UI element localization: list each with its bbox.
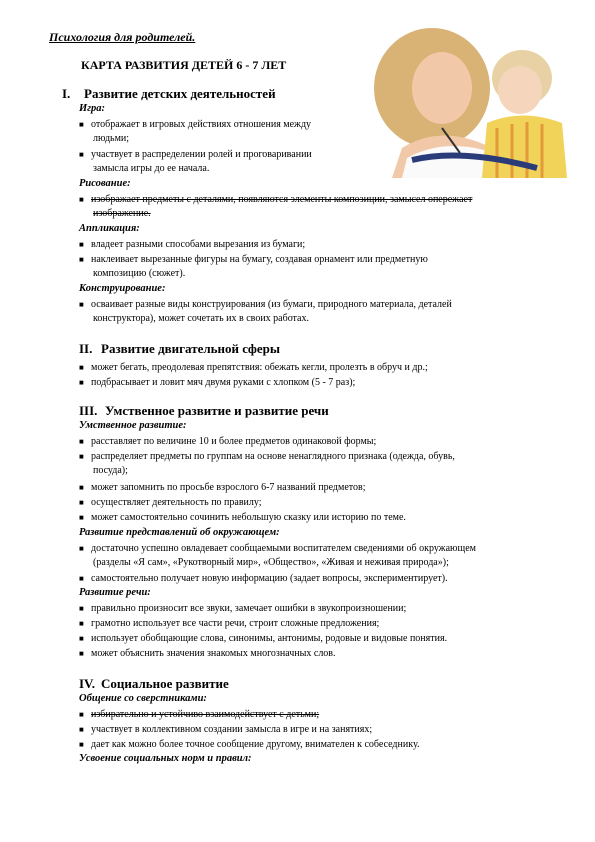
list-item: ■ изображает предметы с деталями, появляются элементы композиции, замысел опережает изображение. [79,194,473,219]
section-title-1: I. Развитие детских деятельностей [62,86,276,101]
list-item: ■ участвует в распределении ролей и проговаривании замысла игры до ее начала. [79,149,312,174]
subheading-speech: Развитие речи: [79,587,151,598]
list-item: ■ может запомнить по просьбе взрослого 6-7 названий предметов; [79,482,366,493]
subheading-game: Игра: [79,103,106,114]
list-item: ■ участвует в коллективном создании замысла в игре и на занятиях; [79,724,373,735]
list-item: ■ может бегать, преодолевая препятствия: обежать кегли, пролезть в обруч и др.; [79,362,428,373]
section-title-4: IV. Социальное развитие [79,676,229,691]
list-item: ■ дает как можно более точное сообщение другому, внимателен к собеседнику. [79,739,420,750]
subheading-mental: Умственное развитие: [79,420,187,431]
list-item: ■ самостоятельно получает новую информацию (задает вопросы, экспериментирует). [79,573,448,584]
list-item: ■ использует обобщающие слова, синонимы, антонимы, родовые и видовые понятия. [79,633,448,644]
list-item: ■ достаточно успешно овладевает сообщаемыми воспитателем сведениями об окружающем (разделы «Я сам», «Рукотворный мир», «Общество», «Живая и неживая природа»); [79,543,476,568]
list-item: ■ расставляет по величине 10 и более предметов одинаковой формы; [79,436,377,447]
list-item: ■ может объяснить значения знакомых многозначных слов. [79,648,336,659]
list-item: ■ избирательно и устойчиво взаимодействует с детьми; [79,709,320,720]
list-item: ■ подбрасывает и ловит мяч двумя руками с хлопком (5 - 7 раз); [79,377,356,388]
page-title: КАРТА РАЗВИТИЯ ДЕТЕЙ 6 - 7 ЛЕТ [81,58,287,72]
list-item: ■ отображает в игровых действиях отношения между людьми; [79,119,312,144]
page-topic: Психология для родителей. [49,30,196,44]
list-item: ■ грамотно использует все части речи, строит сложные предложения; [79,618,380,629]
mother-child-photo [372,28,572,178]
list-item: ■ может самостоятельно сочинить небольшую сказку или историю по теме. [79,512,406,523]
section-title-2: II. Развитие двигательной сферы [79,341,281,356]
list-item: ■ осваивает разные виды конструирования (из бумаги, природного материала, деталей конструктора), может сочетать их в своих работах. [79,299,452,324]
subheading-drawing: Рисование: [79,178,131,189]
list-item: ■ владеет разными способами вырезания из бумаги; [79,239,306,250]
subheading-environment: Развитие представлений об окружающем: [79,527,280,538]
section-title-3: III. Умственное развитие и развитие речи [79,403,329,418]
subheading-applique: Аппликация: [79,223,140,234]
list-item: ■ правильно произносит все звуки, замечает ошибки в звукопроизношении; [79,603,407,614]
list-item: ■ наклеивает вырезанные фигуры на бумагу, создавая орнамент или предметную композицию (сюжет). [79,254,428,279]
list-item: ■ осуществляет деятельность по правилу; [79,497,262,508]
subheading-peers: Общение со сверстниками: [79,693,207,704]
subheading-social-norms: Усвоение социальных норм и правил: [79,753,252,764]
subheading-construction: Конструирование: [79,283,166,294]
list-item: ■ распределяет предметы по группам на основе ненаглядного признака (одежда, обувь, посуда); [79,451,455,476]
